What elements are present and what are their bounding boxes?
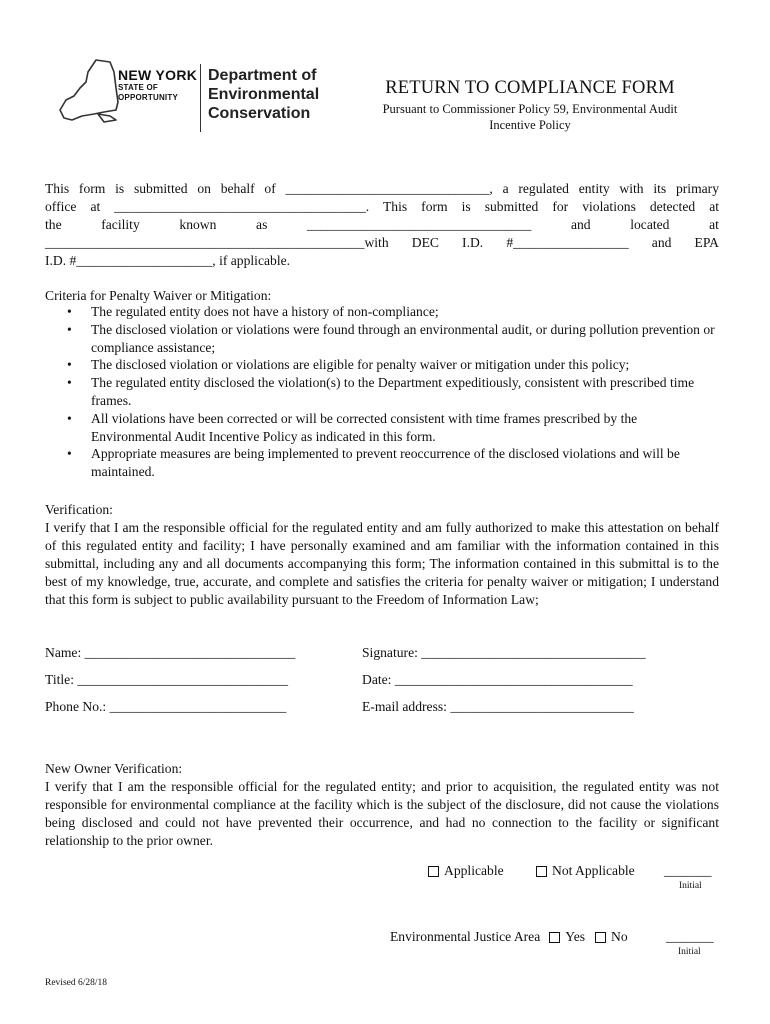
revised-date: Revised 6/28/18 xyxy=(45,978,108,988)
intro-word: facility xyxy=(101,217,140,232)
title-field[interactable]: Title: _______________________________ xyxy=(45,672,289,687)
verification-title: Verification: xyxy=(45,502,113,517)
phone-field[interactable]: Phone No.: __________________________ xyxy=(45,699,287,714)
intro-word: and xyxy=(570,217,591,232)
intro-line2[interactable]: office at _____________________________________. This form is submitted for violations detected at xyxy=(45,199,719,214)
not-applicable-option[interactable] xyxy=(536,863,635,879)
intro-word: at xyxy=(709,217,719,232)
intro-word: the xyxy=(45,217,62,232)
subtitle-line2: Incentive Policy xyxy=(489,118,571,132)
new-york-state-outline-icon xyxy=(58,58,120,130)
logo-dept-line3: Conservation xyxy=(208,105,311,122)
intro-line3[interactable] xyxy=(45,216,719,234)
intro-word: as xyxy=(256,217,268,232)
form-title: RETURN TO COMPLIANCE FORM xyxy=(385,78,675,98)
new-owner-title: New Owner Verification: xyxy=(45,761,183,776)
ej-no-label: No xyxy=(611,929,628,944)
intro-line5[interactable]: I.D. #____________________, if applicable. xyxy=(45,253,291,268)
bullet: • xyxy=(67,321,72,337)
not-applicable-label: Not Applicable xyxy=(552,863,635,878)
logo-ny-text xyxy=(118,68,197,102)
logo-ny-line3: OPPORTUNITY xyxy=(118,93,178,102)
ej-initial-blank[interactable]: _______ xyxy=(666,929,714,944)
not-applicable-checkbox[interactable] xyxy=(536,866,547,877)
bullet: • xyxy=(67,410,72,426)
criteria-text: The disclosed violation or violations are eligible for penalty waiver or mitigation under this policy; xyxy=(91,357,630,373)
nys-dec-logo xyxy=(58,58,338,138)
bullet: • xyxy=(67,357,72,373)
subtitle-line1: Pursuant to Commissioner Policy 59, Environmental Audit xyxy=(382,102,678,116)
criteria-title: Criteria for Penalty Waiver or Mitigation: xyxy=(45,288,272,303)
ej-no-checkbox[interactable] xyxy=(595,932,606,943)
logo-dept-line2: Environmental xyxy=(208,86,320,103)
ej-yes-label: Yes xyxy=(565,929,586,944)
ej-initial-label: Initial xyxy=(678,947,701,957)
intro-line4[interactable]: _______________________________________________with DEC I.D. #_________________ and EPA xyxy=(45,235,719,250)
bullet: • xyxy=(67,375,72,391)
list-item xyxy=(45,374,719,410)
list-item xyxy=(45,410,719,446)
applicable-option[interactable] xyxy=(428,863,504,879)
new-owner-initial-label: Initial xyxy=(679,881,702,891)
ej-area-label: Environmental Justice Area xyxy=(390,929,541,944)
criteria-text: The disclosed violation or violations were found through an environmental audit, or during pollution prevention or compliance assistance; xyxy=(91,321,715,355)
intro-line1[interactable]: This form is submitted on behalf of ______________________________, a regulated entity with its primary xyxy=(45,181,719,196)
date-field[interactable]: Date: ___________________________________ xyxy=(362,672,633,687)
criteria-text: The regulated entity disclosed the violation(s) to the Department expeditiously, consistent with prescribed time frames. xyxy=(91,375,695,408)
applicable-checkbox[interactable] xyxy=(428,866,439,877)
logo-ny-line2: STATE OF xyxy=(118,83,158,92)
name-field[interactable]: Name: _______________________________ xyxy=(45,645,296,660)
bullet: • xyxy=(67,446,72,462)
logo-divider xyxy=(200,64,201,132)
criteria-text: Appropriate measures are being implemented to prevent reoccurrence of the disclosed violations and will be maintained. xyxy=(91,446,680,480)
applicable-label: Applicable xyxy=(444,863,504,878)
form-subtitle xyxy=(360,101,700,133)
verification-text: I verify that I am the responsible official for the regulated entity and am fully authorized to make this attestation on behalf of this regulated entity and facility; I have personally examined and am familiar with the information contained in this submittal, including any and all documents accompanying this form; The information contained in this submittal is to the best of my knowledge, true, accurate, and complete and satisfies the criteria for penalty waiver or mitigation; I understand that this form is subject to public availability pursuant to the Freedom of Information Law; xyxy=(45,520,719,607)
logo-ny-line1: NEW YORK xyxy=(118,67,198,83)
logo-dept-line1: Department of xyxy=(208,67,317,84)
intro-word: known xyxy=(179,217,217,232)
signature-field[interactable]: Signature: _________________________________ xyxy=(362,645,646,660)
ej-yes-checkbox[interactable] xyxy=(549,932,560,943)
intro-word: located xyxy=(630,217,670,232)
list-item xyxy=(45,321,719,357)
criteria-text: The regulated entity does not have a history of non-compliance; xyxy=(91,304,439,319)
new-owner-text: I verify that I am the responsible official for the regulated entity; and prior to acquisition, the regulated entity was not responsible for environmental compliance at the facility which is the subject of the disclosure, did not cause the violations being disclosed and could not have prevented their occurrence, and had no connection to the facility or significant relationship to the prior owner. xyxy=(45,779,719,848)
list-item xyxy=(45,445,719,481)
intro-paragraph xyxy=(45,180,719,270)
new-owner-initial-blank[interactable]: _______ xyxy=(664,863,712,878)
logo-dept-text xyxy=(208,66,319,123)
facility-name-blank[interactable]: _________________________________ xyxy=(307,217,532,232)
criteria-list xyxy=(45,303,719,481)
list-item xyxy=(45,356,719,374)
list-item xyxy=(45,303,719,321)
bullet: • xyxy=(67,304,72,319)
email-field[interactable]: E-mail address: ___________________________ xyxy=(362,699,634,714)
ej-area-row xyxy=(390,929,628,945)
criteria-text: All violations have been corrected or will be corrected consistent with time frames prescribed by the Environmental Audit Incentive Policy as indicated in this form. xyxy=(91,410,638,444)
